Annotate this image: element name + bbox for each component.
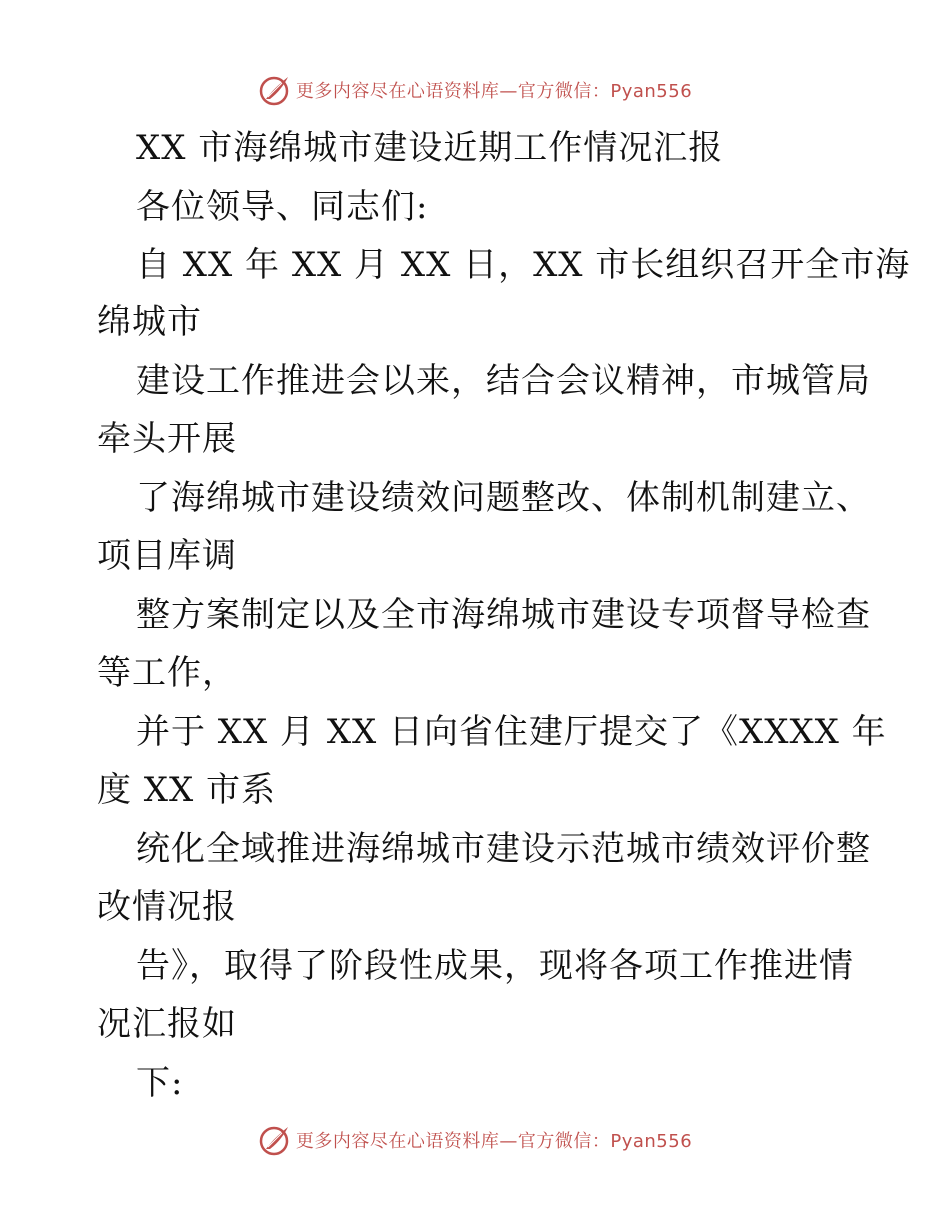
paragraph-line: 项目库调 <box>97 536 237 576</box>
paragraph-line: 况汇报如 <box>97 1004 237 1044</box>
paragraph-line: 并于 XX 月 XX 日向省住建厅提交了《XXXX 年 <box>136 712 887 752</box>
quill-logo-icon <box>258 73 292 107</box>
paragraph-line: 统化全域推进海绵城市建设示范城市绩效评价整 <box>136 829 871 869</box>
paragraph-line: 了海绵城市建设绩效问题整改、体制机制建立、 <box>136 478 871 518</box>
paragraph-line: 自 XX 年 XX 月 XX 日，XX 市长组织召开全市海 <box>136 245 911 285</box>
paragraph-line: 度 XX 市系 <box>97 770 277 810</box>
paragraph-line: 等工作， <box>97 653 237 693</box>
paragraph-line: 改情况报 <box>97 887 237 927</box>
paragraph-line: 整方案制定以及全市海绵城市建设专项督导检查 <box>136 595 871 635</box>
quill-logo-icon <box>258 1123 292 1157</box>
watermark-text: 更多内容尽在心语资料库—官方微信：Pyan556 <box>295 81 693 102</box>
watermark-footer <box>0 1120 950 1160</box>
paragraph-line: 下: <box>136 1063 184 1103</box>
watermark-header <box>0 70 950 110</box>
document-title: XX 市海绵城市建设近期工作情况汇报 <box>136 128 724 168</box>
paragraph-line: 绵城市 <box>97 302 202 342</box>
paragraph-line: 建设工作推进会以来，结合会议精神，市城管局 <box>136 361 871 401</box>
salutation: 各位领导、同志们: <box>136 187 429 227</box>
watermark-text: 更多内容尽在心语资料库—官方微信：Pyan556 <box>295 1131 693 1152</box>
paragraph-line: 告》，取得了阶段性成果，现将各项工作推进情 <box>136 946 854 986</box>
paragraph-line: 牵头开展 <box>97 419 237 459</box>
